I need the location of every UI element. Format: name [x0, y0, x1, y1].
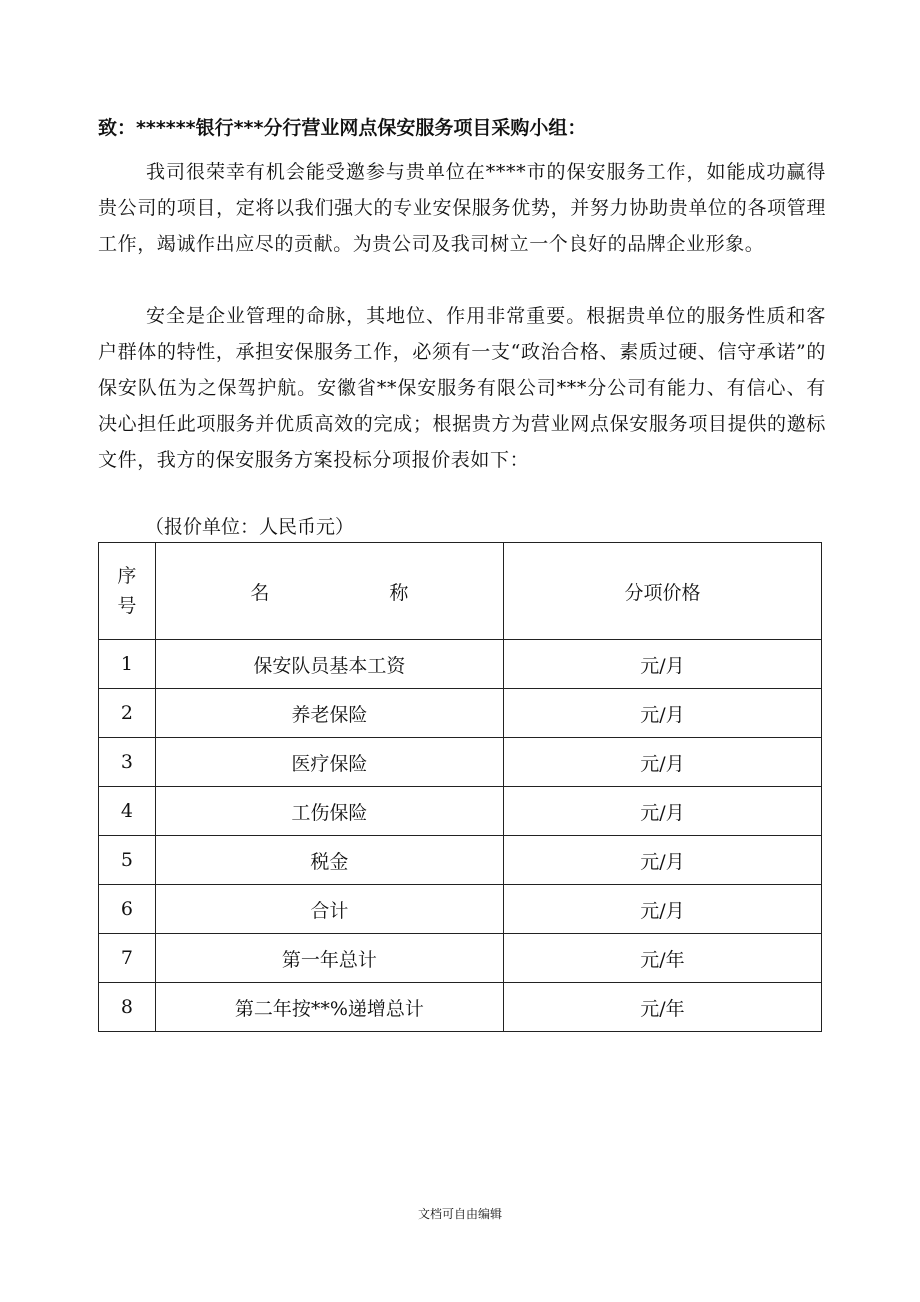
salutation-heading: 致：******银行***分行营业网点保安服务项目采购小组：	[98, 117, 587, 139]
table-row	[99, 885, 822, 934]
row-item-price: 元/月	[503, 885, 821, 934]
row-item-name: 税金	[155, 836, 503, 885]
row-item-name: 工伤保险	[155, 787, 503, 836]
table-header-row	[99, 543, 822, 640]
row-item-price: 元/年	[503, 934, 821, 983]
row-item-price: 元/月	[503, 836, 821, 885]
paragraph-intro: 我司很荣幸有机会能受邀参与贵单位在****市的保安服务工作，如能成功赢得贵公司的项目，定将以我们强大的专业安保服务优势，并努力协助贵单位的各项管理工作，竭诚作出应尽的贡献。为贵公司及我司树立一个良好的品牌企业形象。	[98, 161, 826, 255]
row-item-name: 第二年按**%递增总计	[155, 983, 503, 1032]
row-number: 4	[99, 787, 156, 836]
row-item-price: 元/月	[503, 738, 821, 787]
row-number: 3	[99, 738, 156, 787]
table-row	[99, 836, 822, 885]
table-row	[99, 983, 822, 1032]
table-row	[99, 640, 822, 689]
row-item-name: 合计	[155, 885, 503, 934]
row-item-name: 第一年总计	[155, 934, 503, 983]
page-footer: 文档可自由编辑	[417, 1207, 502, 1221]
row-item-price: 元/年	[503, 983, 821, 1032]
table-row	[99, 787, 822, 836]
header-item-name: 名 称	[155, 543, 503, 640]
row-number: 1	[99, 640, 156, 689]
row-number: 7	[99, 934, 156, 983]
row-item-name: 养老保险	[155, 689, 503, 738]
row-item-price: 元/月	[503, 787, 821, 836]
row-number: 2	[99, 689, 156, 738]
header-serial-number: 序号	[99, 543, 156, 640]
table-row	[99, 934, 822, 983]
row-number: 5	[99, 836, 156, 885]
row-item-price: 元/月	[503, 689, 821, 738]
table-row	[99, 689, 822, 738]
quote-table	[98, 542, 822, 1032]
row-item-name: 保安队员基本工资	[155, 640, 503, 689]
row-number: 8	[99, 983, 156, 1032]
header-item-price: 分项价格	[503, 543, 821, 640]
paragraph-security: 安全是企业管理的命脉，其地位、作用非常重要。根据贵单位的服务性质和客户群体的特性，承担安保服务工作，必须有一支“政治合格、素质过硬、信守承诺”的保安队伍为之保驾护航。安徽省**保安服务有限公司***分公司有能力、有信心、有决心担任此项服务并优质高效的完成；根据贵方为营业网点保安服务项目提供的邀标文件，我方的保安服务方案投标分项报价表如下：	[98, 305, 826, 471]
row-item-price: 元/月	[503, 640, 821, 689]
row-item-name: 医疗保险	[155, 738, 503, 787]
row-number: 6	[99, 885, 156, 934]
price-unit-note: （报价单位：人民币元）	[145, 516, 355, 538]
table-row	[99, 738, 822, 787]
